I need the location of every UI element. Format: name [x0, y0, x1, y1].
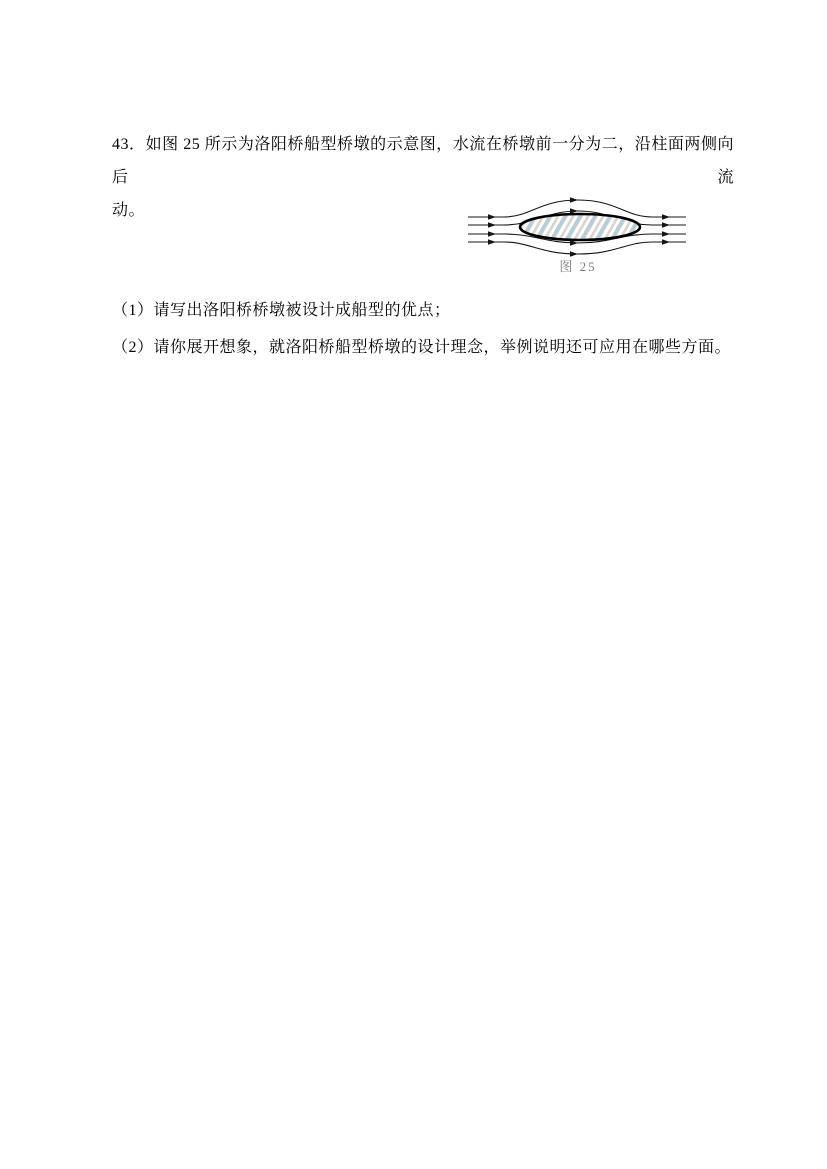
arrowhead-icon — [488, 231, 496, 237]
arrowhead-icon — [662, 222, 670, 228]
arrowhead-icon — [662, 214, 670, 220]
arrowhead-icon — [662, 231, 670, 237]
arrowhead-icon — [488, 222, 496, 228]
subquestion-1: （1）请写出洛阳桥桥墩被设计成船型的优点； — [112, 302, 451, 319]
arrowhead-icon — [488, 239, 496, 245]
arrowhead-icon — [488, 214, 496, 220]
question-intro-line-1: 43．如图 25 所示为洛阳桥船型桥墩的示意图，水流在桥墩前一分为二，沿柱面两侧向后流 — [112, 136, 734, 186]
subquestion-2: （2）请你展开想象，就洛阳桥船型桥墩的设计理念，举例说明还可应用在哪些方面。 — [112, 339, 732, 356]
question-intro-line-2: 动。 — [112, 202, 146, 219]
figure-caption: 图 25 — [559, 259, 597, 274]
streamline-outer-bottom — [468, 242, 686, 254]
pier-ellipse — [520, 214, 640, 240]
arrowhead-icon — [662, 239, 670, 245]
arrowhead-icon — [570, 197, 578, 203]
